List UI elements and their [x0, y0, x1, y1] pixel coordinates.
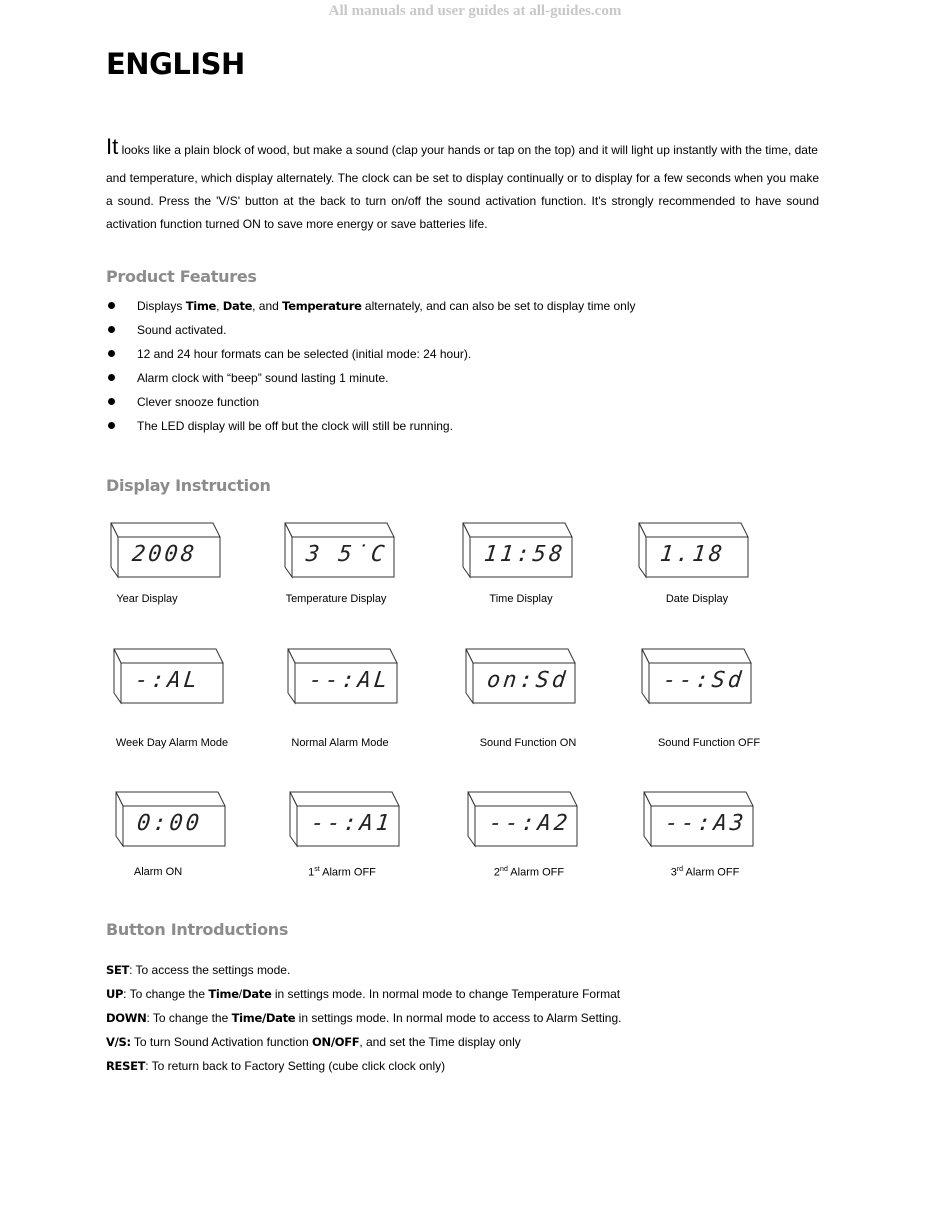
lcd-display-illustration: [287, 648, 405, 710]
lcd-display-illustration: [289, 791, 407, 853]
button-list: [106, 959, 621, 1079]
button-introductions-heading: Button Introductions: [106, 920, 289, 939]
bold-text: Time: [208, 987, 239, 1002]
bullet-icon: [108, 398, 115, 405]
text-run: in settings mode. In normal mode to change Temperature Format: [271, 987, 621, 1002]
caption-ordinal-suffix: st: [314, 866, 320, 873]
text-run: : To return back to Factory Setting (cube click clock only): [145, 1059, 446, 1074]
lcd-readout: 3 5˙C: [304, 542, 389, 567]
display-instruction-heading: Display Instruction: [106, 476, 271, 495]
feature-item: [106, 295, 636, 319]
feature-item: [106, 367, 636, 391]
text-run: : To access the settings mode.: [129, 963, 291, 977]
bold-text: Date: [242, 987, 272, 1002]
text-run: : To change the: [146, 1011, 232, 1026]
text-run: Displays: [137, 299, 186, 313]
text-run: : To change the: [123, 987, 209, 1002]
lcd-readout: 2008: [130, 542, 199, 567]
caption-ordinal: 3: [670, 866, 677, 879]
lcd-display-illustration: [113, 648, 231, 710]
button-description: [106, 1055, 621, 1079]
display-caption: Year Display: [116, 593, 178, 605]
text-run: To turn Sound Activation function: [130, 1035, 313, 1050]
intro-paragraph: [106, 130, 819, 236]
bullet-icon: [108, 302, 115, 309]
display-caption: Normal Alarm Mode: [291, 737, 389, 749]
bold-text: Time: [185, 299, 217, 313]
lcd-readout: --:A3: [663, 811, 748, 836]
caption-ordinal: 1: [308, 866, 315, 879]
lcd-display-illustration: [641, 648, 759, 710]
caption-ordinal-suffix: rd: [676, 866, 684, 873]
bold-text: UP: [106, 987, 124, 1002]
caption-text: Alarm OFF: [683, 866, 740, 879]
text-run: Sound activated.: [137, 323, 227, 338]
lcd-display-illustration: [643, 791, 761, 853]
bold-text: DOWN: [106, 1011, 147, 1026]
text-run: in settings mode. In normal mode to access to Alarm Setting.: [295, 1011, 622, 1026]
button-description: [106, 959, 621, 983]
display-caption: [635, 866, 775, 879]
caption-ordinal: 2: [493, 866, 501, 879]
text-run: , and set the Time display only: [359, 1035, 521, 1050]
display-caption: Week Day Alarm Mode: [115, 737, 229, 749]
bold-text: Date: [222, 299, 253, 313]
lcd-readout: on:Sd: [485, 668, 570, 693]
text-run: Alarm clock with “beep” sound lasting 1 minute.: [137, 371, 389, 386]
bold-text: Time/Date: [231, 1011, 296, 1026]
lcd-display-illustration: [110, 522, 228, 584]
button-description: [106, 1031, 621, 1055]
caption-ordinal-suffix: nd: [500, 866, 508, 873]
lcd-readout: --:A1: [309, 811, 394, 836]
lcd-display-illustration: [462, 522, 580, 584]
text-run: 12 and 24 hour formats can be selected (initial mode: 24 hour).: [137, 347, 472, 362]
bold-text: SET: [106, 963, 130, 977]
button-description: [106, 983, 621, 1007]
bold-text: RESET: [106, 1059, 146, 1074]
display-caption: Date Display: [665, 593, 729, 605]
bullet-icon: [108, 350, 115, 357]
button-description: [106, 1007, 621, 1031]
display-caption: [272, 866, 412, 879]
display-caption: Alarm ON: [133, 866, 183, 878]
bullet-icon: [108, 326, 115, 333]
lcd-readout: --:A2: [487, 811, 572, 836]
intro-line1: looks like a plain block of wood, but make a sound (clap your hands or tap on the top) and it will light up instantly with the time, date: [118, 143, 818, 157]
bold-text: ON/OFF: [312, 1035, 360, 1050]
feature-item: [106, 415, 636, 439]
lcd-display-illustration: [638, 522, 756, 584]
intro-first-letters: It: [106, 134, 119, 159]
lcd-readout: 0:00: [135, 811, 204, 836]
text-run: ,: [216, 299, 223, 313]
bullet-icon: [108, 374, 115, 381]
intro-rest: and temperature, which display alternately. The clock can be set to display continually or to display for a few seconds when you make a sound. Press the 'V/S' button at the back to turn on/off the sound activation function. It's strongly recommended to have sound activation function turned ON to save more energy or save batteries life.: [106, 171, 819, 231]
feature-item: [106, 319, 636, 343]
feature-item: [106, 343, 636, 367]
lcd-display-illustration: [284, 522, 402, 584]
bold-text: Temperature: [282, 299, 362, 313]
text-run: The LED display will be off but the clock will still be running.: [137, 419, 453, 434]
bold-text: V/S:: [106, 1035, 131, 1050]
lcd-readout: --:AL: [307, 668, 392, 693]
feature-item: [106, 391, 636, 415]
display-caption: Temperature Display: [285, 593, 387, 605]
text-run: alternately, and can also be set to display time only: [361, 299, 636, 313]
display-caption: Sound Function ON: [479, 737, 577, 749]
display-caption: Time Display: [489, 593, 553, 605]
watermark: All manuals and user guides at all-guides.com: [328, 3, 622, 19]
lcd-display-illustration: [465, 648, 583, 710]
features-list: [106, 295, 636, 440]
lcd-readout: --:Sd: [661, 668, 746, 693]
display-caption: Sound Function OFF: [657, 737, 761, 749]
product-features-heading: Product Features: [106, 267, 257, 286]
lcd-readout: 1.18: [658, 542, 727, 567]
lcd-readout: 11:58: [482, 542, 567, 567]
text-run: Clever snooze function: [137, 395, 260, 410]
text-run: /: [238, 987, 243, 1002]
lcd-display-illustration: [467, 791, 585, 853]
lcd-display-illustration: [115, 791, 233, 853]
page-title: ENGLISH: [106, 47, 245, 81]
caption-text: Alarm OFF: [507, 866, 565, 879]
display-caption: [459, 866, 599, 879]
bullet-icon: [108, 422, 115, 429]
lcd-readout: -:AL: [133, 668, 202, 693]
text-run: , and: [252, 299, 283, 313]
caption-text: Alarm OFF: [319, 866, 376, 879]
